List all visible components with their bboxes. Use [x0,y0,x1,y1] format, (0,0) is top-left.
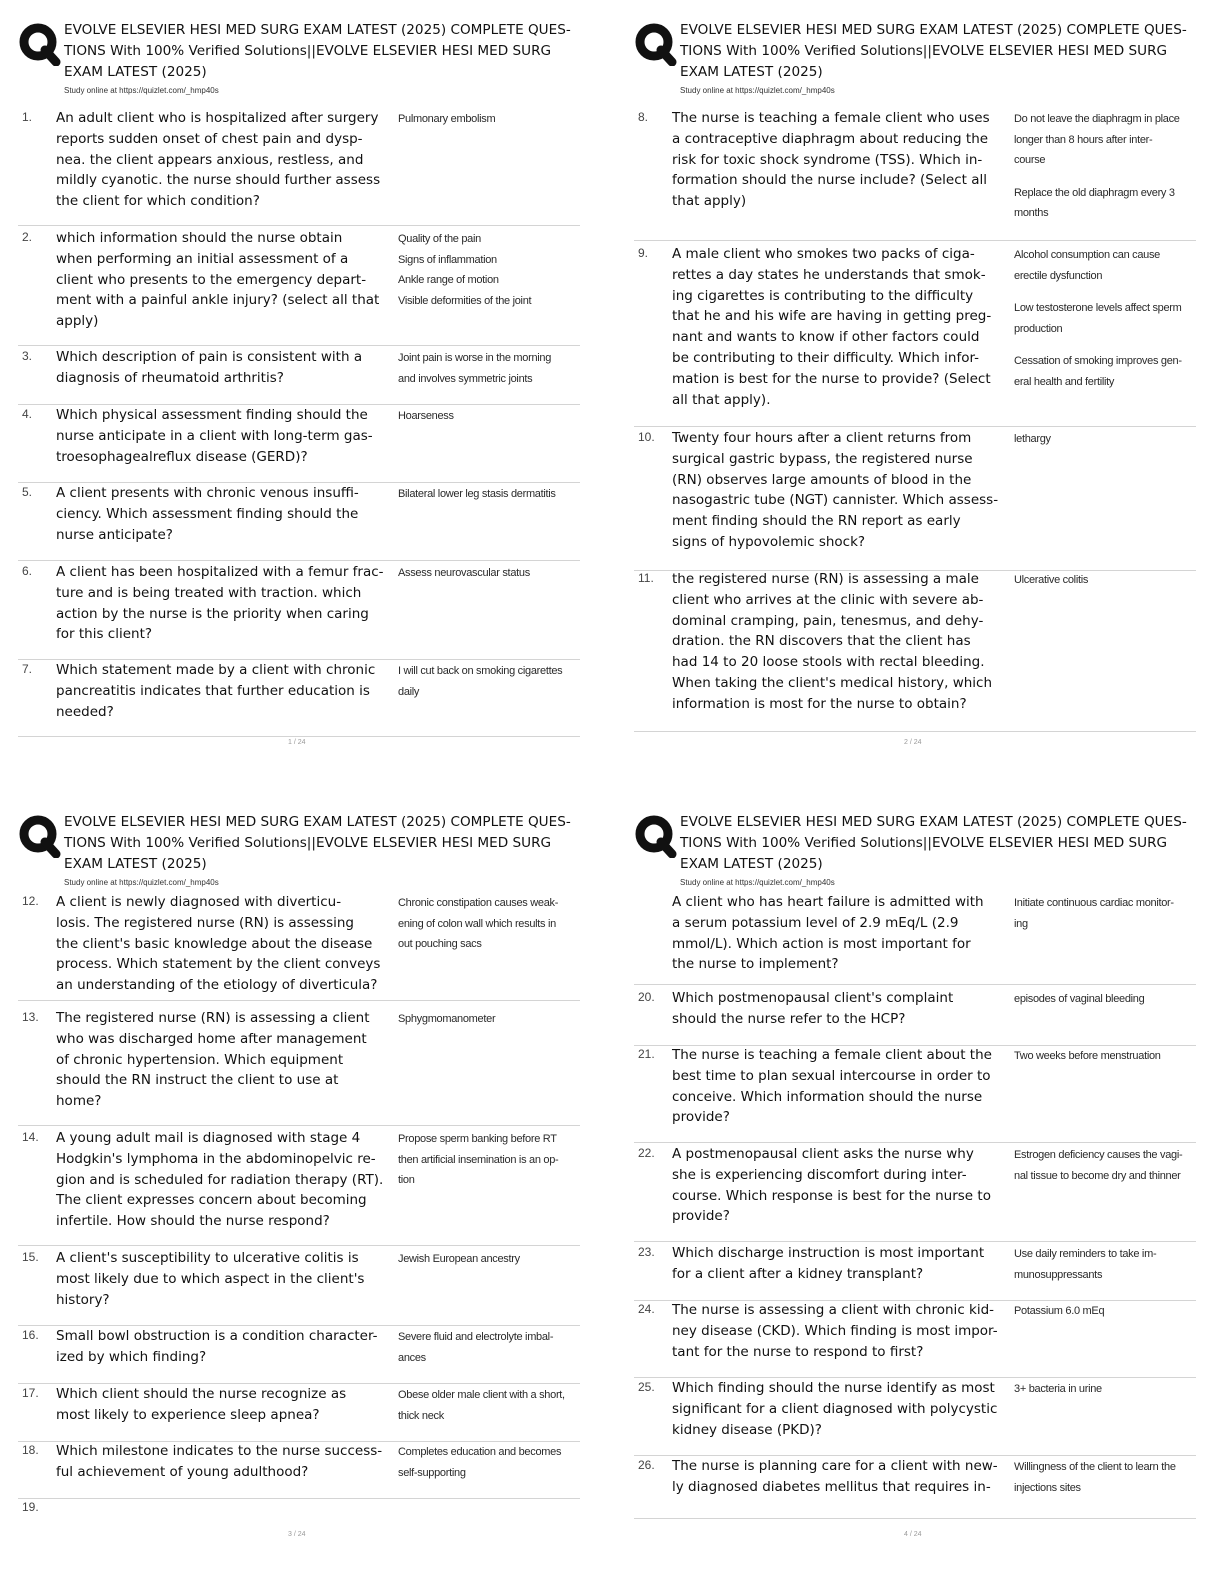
page-header [634,14,1219,98]
question-line: A client who has heart failure is admitted with [672,894,984,910]
question-number: 7. [22,662,33,676]
question-line: nurse anticipate? [56,526,173,543]
question-number: 17. [22,1386,39,1400]
question-line: who was discharged home after management [56,1030,367,1047]
answer-line: daily [398,685,420,698]
answer-line: ances [398,1351,426,1364]
answer-line: Ulcerative colitis [1014,574,1089,586]
answer-line: Completes education and becomes [398,1446,562,1458]
answer-line: Assess neurovascular status [398,567,530,579]
question-text [56,562,396,645]
answer-line: ing [1014,917,1028,930]
page-number: 4 / 24 [904,1531,922,1538]
study-online-link[interactable]: Study online at https://quizlet.com/_hmp40s [680,86,835,95]
question-line: troesophagealreflux disease (GERD)? [56,448,308,465]
page-header [634,806,1219,890]
question-text [56,483,396,545]
question-line: history? [56,1291,110,1308]
question-line: When taking the client's medical history, which [672,674,993,691]
question-text [56,108,396,212]
document-page-4 [634,806,1219,1538]
question-line: reports sudden onset of chest pain and dysp- [56,130,363,147]
qa-item [634,1047,1196,1143]
answer-text [1014,570,1192,591]
question-line: the client for which condition? [56,193,260,210]
answer-line: thick neck [398,1409,444,1422]
answer-text [398,1009,576,1030]
qa-item [18,662,580,737]
answer-text [398,348,576,389]
page-header [18,806,603,890]
question-text [672,892,1012,975]
question-line: tant for the nurse to respond to first? [672,1343,924,1360]
question-line: a contraceptive diaphragm about reducing the [672,130,989,147]
answer-line: Propose sperm banking before RT [398,1133,557,1145]
question-text [56,660,396,722]
answer-text [398,563,576,584]
question-line: ly diagnosed diabetes mellitus that requires in- [672,1478,991,1495]
question-line: Twenty four hours after a client returns from [672,430,972,446]
question-line: a serum potassium level of 2.9 mEq/L (2.9 [672,914,959,931]
question-text [672,1243,1012,1285]
qa-item [18,230,580,346]
question-number: 19. [22,1500,39,1514]
question-number: 13. [22,1010,39,1024]
answer-line: tion [398,1174,415,1187]
question-line: which information should the nurse obtain [56,230,343,246]
answer-text [1014,1301,1192,1322]
qa-item [18,485,580,561]
answer-text [398,1385,576,1426]
answer-line: Potassium 6.0 mEq [1014,1305,1105,1317]
question-number: 24. [638,1302,655,1316]
answer-line: Initiate continuous cardiac monitor- [1014,897,1174,909]
question-line: for this client? [56,626,153,643]
question-number: 5. [22,485,33,499]
question-text [672,1378,1012,1440]
qa-item [634,990,1196,1046]
question-line: be contributing to their difficulty. Which infor- [672,349,980,366]
answer-text [398,1442,576,1483]
document-page-2 [634,14,1219,746]
question-number: 1. [22,110,33,124]
question-line: A postmenopausal client asks the nurse why [672,1146,974,1162]
quizlet-logo-icon [18,814,62,858]
question-line: dominal cramping, pain, tenesmus, and dehy- [672,612,984,629]
question-line: course. Which response is best for the nurse to [672,1187,991,1204]
question-text [672,988,1012,1030]
question-number: 22. [638,1146,655,1160]
question-line: significant for a client diagnosed with polycystic [672,1400,998,1417]
question-line: (RN) observes large amounts of blood in the [672,471,972,488]
answer-text [1014,109,1192,224]
answer-line: Chronic constipation causes weak- [398,897,559,909]
answer-line: Joint pain is worse in the morning [398,352,552,364]
question-number: 23. [638,1245,655,1259]
question-number: 3. [22,349,33,363]
question-number: 15. [22,1250,39,1264]
answer-text [1014,1457,1192,1498]
question-line: A client has been hospitalized with a femur frac- [56,564,384,580]
question-text [672,1456,1012,1498]
question-line: home? [56,1093,102,1110]
question-line: Which finding should the nurse identify as most [672,1380,995,1396]
question-line: The nurse is assessing a client with chronic kid- [672,1302,995,1318]
answer-line: Alcohol consumption can cause [1014,249,1161,261]
page-number: 2 / 24 [904,739,922,746]
answer-line: production [1014,322,1063,335]
qa-item [634,246,1196,427]
question-text [56,228,396,332]
qa-item [18,1130,580,1246]
answer-line: episodes of vaginal bleeding [1014,993,1145,1005]
qa-item [18,1328,580,1384]
question-text [56,1441,396,1483]
question-line: gion and is scheduled for radiation therapy (RT). [56,1171,384,1188]
question-line: formation should the nurse include? (Select all [672,172,988,189]
question-line: she is experiencing discomfort during inter- [672,1166,967,1183]
answer-line: Use daily reminders to take im- [1014,1248,1157,1260]
answer-text [1014,893,1192,934]
question-line: Which milestone indicates to the nurse success- [56,1443,383,1459]
answer-line: munosuppressants [1014,1268,1103,1281]
study-online-link[interactable]: Study online at https://quizlet.com/_hmp40s [64,86,219,95]
answer-line: erectile dysfunction [1014,269,1103,282]
question-line: Which statement made by a client with chronic [56,662,376,678]
question-number: 4. [22,407,33,421]
question-line: ment finding should the RN report as early [672,513,961,530]
question-line: nea. the client appears anxious, restless, and [56,151,364,168]
qa-item [18,564,580,660]
qa-item [18,1250,580,1326]
question-line: The nurse is planning care for a client with new- [672,1458,998,1474]
answer-text [398,109,576,130]
answer-line: Willingness of the client to learn the [1014,1461,1176,1473]
answer-text [398,893,576,955]
question-line: ture and is being treated with traction. which [56,584,362,601]
question-number: 10. [638,430,655,444]
answer-line: Signs of inflammation [398,253,497,266]
question-line: should the nurse refer to the HCP? [672,1010,906,1027]
answer-text [1014,245,1192,393]
answer-line: Visible deformities of the joint [398,294,532,307]
question-number: 20. [638,990,655,1004]
question-line: had 14 to 20 loose stools with rectal bleeding. [672,654,985,671]
page-header [18,14,603,98]
answer-line: injections sites [1014,1481,1081,1494]
question-line: A client is newly diagnosed with diverticu- [56,894,342,910]
question-line: client who arrives at the clinic with severe ab- [672,591,984,608]
question-line: information is most for the nurse to obtain? [672,695,967,712]
question-line: apply) [56,313,99,330]
question-line: Which client should the nurse recognize as [56,1386,347,1402]
answer-line: Jewish European ancestry [398,1253,520,1265]
document-page-1 [18,14,603,746]
question-line: The nurse is teaching a female client who uses [672,110,990,126]
answer-line: Replace the old diaphragm every 3 [1014,186,1175,199]
answer-text [398,484,576,505]
question-line: ful achievement of young adulthood? [56,1463,309,1480]
question-line: provide? [672,1109,730,1126]
answer-text [1014,1145,1192,1186]
question-number: 12. [22,894,39,908]
qa-item [634,1380,1196,1456]
question-number: 11. [638,571,654,585]
qa-item [18,407,580,483]
qa-item [18,1010,580,1126]
page-number: 3 / 24 [288,1531,306,1538]
answer-line: Low testosterone levels affect sperm [1014,302,1182,315]
question-line: The registered nurse (RN) is assessing a client [56,1010,370,1026]
question-line: risk for toxic shock syndrome (TSS). Which in- [672,151,983,168]
question-line: ment with a painful ankle injury? (select all that [56,292,380,309]
qa-item [634,1146,1196,1242]
question-line: A client presents with chronic venous insuffi- [56,485,359,501]
qa-item [18,349,580,405]
answer-line: Hoarseness [398,410,454,422]
question-line: A male client who smokes two packs of ciga- [672,246,975,262]
answer-line: eral health and fertility [1014,375,1115,388]
question-line: nasogastric tube (NGT) cannister. Which assess- [672,492,999,509]
answer-line: course [1014,154,1046,167]
answer-line: Severe fluid and electrolyte imbal- [398,1331,554,1343]
question-line: The nurse is teaching a female client about the [672,1047,992,1063]
answer-line: Quality of the pain [398,233,481,245]
question-text [56,1326,396,1368]
qa-item [634,1302,1196,1378]
answer-line: I will cut back on smoking cigarettes [398,665,563,677]
question-number: 14. [22,1130,39,1144]
question-number: 18. [22,1443,39,1457]
answer-text [1014,429,1192,450]
answer-line: months [1014,207,1049,220]
question-text [672,428,1012,553]
question-line: surgical gastric bypass, the registered nurse [672,450,973,467]
question-text [672,1144,1012,1227]
question-line: most likely due to which aspect in the client's [56,1270,365,1287]
quizlet-logo-icon [634,814,678,858]
question-number: 21. [638,1047,655,1061]
question-line: that he and his wife are having in getting preg- [672,308,992,325]
question-line: all that apply). [672,391,771,408]
question-text [56,1248,396,1310]
question-line: ney disease (CKD). Which finding is most impor- [672,1322,998,1339]
answer-line: lethargy [1014,433,1051,445]
question-line: signs of hypovolemic shock? [672,533,866,550]
document-title: EVOLVE ELSEVIER HESI MED SURG EXAM LATEST (2025) COMPLETE QUES- TIONS With 100% Verified Solutions||EVOLVE ELSEVIER HESI MED SURG EXAM LATEST (2025) [64,814,571,872]
qa-item [18,894,580,1001]
question-line: best time to plan sexual intercourse in order to [672,1067,991,1084]
answer-line: Estrogen deficiency causes the vagi- [1014,1149,1183,1161]
answer-line: Bilateral lower leg stasis dermatitis [398,488,556,500]
question-line: an understanding of the etiology of diverticula? [56,977,378,994]
question-line: Which postmenopausal client's complaint [672,990,954,1006]
answer-line: then artificial insemination is an op- [398,1153,559,1166]
answer-line: Ankle range of motion [398,274,499,287]
document-title: EVOLVE ELSEVIER HESI MED SURG EXAM LATEST (2025) COMPLETE QUES- TIONS With 100% Verified Solutions||EVOLVE ELSEVIER HESI MED SURG EXAM LATEST (2025) [680,22,1187,80]
question-line: Hodgkin's lymphoma in the abdominopelvic re- [56,1150,376,1167]
qa-item [634,571,1196,732]
answer-line: nal tissue to become dry and thinner [1014,1169,1181,1182]
answer-text [398,1129,576,1191]
answer-text [1014,1244,1192,1285]
qa-item [18,110,580,226]
quizlet-logo-icon [18,22,62,66]
answer-line: Cessation of smoking improves gen- [1014,355,1182,368]
question-line: provide? [672,1208,730,1225]
question-number: 26. [638,1458,655,1472]
question-text [672,108,1012,212]
question-text [672,1045,1012,1128]
question-line: dration. the RN discovers that the client has [672,633,971,650]
answer-line: and involves symmetric joints [398,372,533,385]
question-line: of chronic hypertension. Which equipment [56,1051,344,1068]
answer-text [1014,1046,1192,1067]
question-line: the client's basic knowledge about the disease [56,935,373,952]
answer-line: Obese older male client with a short, [398,1389,565,1401]
question-number: 9. [638,246,649,260]
question-line: conceive. Which information should the nurse [672,1088,983,1105]
qa-item [18,1500,580,1530]
question-text [56,347,396,389]
question-line: mmol/L). Which action is most important for [672,935,971,952]
question-line: process. Which statement by the client conveys [56,956,381,973]
answer-line: Pulmonary embolism [398,113,496,125]
page-number: 1 / 24 [288,739,306,746]
answer-line: self-supporting [398,1466,466,1479]
answer-text [398,406,576,427]
answer-line: longer than 8 hours after inter- [1014,133,1153,146]
answer-line: Sphygmomanometer [398,1013,496,1025]
answer-text [398,1327,576,1368]
question-line: ing cigarettes is contributing to the difficulty [672,287,974,304]
document-title: EVOLVE ELSEVIER HESI MED SURG EXAM LATEST (2025) COMPLETE QUES- TIONS With 100% Verified Solutions||EVOLVE ELSEVIER HESI MED SURG EXAM LATEST (2025) [64,22,571,80]
qa-item [634,110,1196,241]
answer-line: Two weeks before menstruation [1014,1050,1161,1062]
quizlet-logo-icon [634,22,678,66]
question-line: action by the nurse is the priority when caring [56,605,369,622]
question-line: that apply) [672,193,747,210]
answer-text [1014,989,1192,1010]
question-line: Small bowl obstruction is a condition character- [56,1328,378,1344]
answer-text [1014,1379,1192,1400]
question-text [672,244,1012,410]
question-line: should the RN instruct the client to use at [56,1072,339,1089]
question-line: the nurse to implement? [672,956,839,973]
question-number: 2. [22,230,33,244]
question-line: nant and wants to know if other factors could [672,329,980,346]
question-line: rettes a day states he understands that smok- [672,266,986,283]
document-page-3 [18,806,603,1538]
question-text [672,569,1012,715]
question-line: needed? [56,703,114,720]
question-line: diagnosis of rheumatoid arthritis? [56,369,284,386]
question-number: 16. [22,1328,39,1342]
question-line: losis. The registered nurse (RN) is assessing [56,914,355,931]
question-text [56,1128,396,1232]
answer-text [398,661,576,702]
question-line: pancreatitis indicates that further education is [56,682,370,699]
answer-line: Do not leave the diaphragm in place [1014,113,1180,125]
question-text [56,405,396,467]
qa-item [18,1443,580,1499]
document-title: EVOLVE ELSEVIER HESI MED SURG EXAM LATEST (2025) COMPLETE QUES- TIONS With 100% Verified Solutions||EVOLVE ELSEVIER HESI MED SURG EXAM LATEST (2025) [680,814,1187,872]
question-number: 6. [22,564,33,578]
question-line: Which discharge instruction is most important [672,1245,985,1261]
qa-item [634,1245,1196,1301]
question-line: for a client after a kidney transplant? [672,1265,924,1282]
question-number: 8. [638,110,649,124]
question-line: most likely to experience sleep apnea? [56,1406,320,1423]
answer-text [398,1249,576,1270]
question-text [56,1384,396,1426]
question-line: The client expresses concern about becoming [56,1192,367,1209]
answer-line: 3+ bacteria in urine [1014,1383,1102,1395]
question-line: mation is best for the nurse to provide? (Select [672,370,991,387]
question-text [672,1300,1012,1362]
study-online-link[interactable]: Study online at https://quizlet.com/_hmp40s [64,878,219,887]
question-number: 25. [638,1380,655,1394]
question-line: infertile. How should the nurse respond? [56,1213,330,1230]
answer-text [398,229,576,311]
answer-line: out pouching sacs [398,938,482,951]
question-line: client who presents to the emergency depart- [56,271,367,288]
qa-item [634,1458,1196,1519]
question-line: ciency. Which assessment finding should the [56,505,359,522]
qa-item [18,1386,580,1442]
question-line: the registered nurse (RN) is assessing a male [672,571,979,587]
question-line: nurse anticipate in a client with long-term gas- [56,427,373,444]
question-line: Which description of pain is consistent with a [56,349,363,365]
question-line: A young adult mail is diagnosed with stage 4 [56,1130,361,1146]
study-online-link[interactable]: Study online at https://quizlet.com/_hmp40s [680,878,835,887]
question-text [56,892,396,996]
question-line: ized by which finding? [56,1348,207,1365]
qa-item [634,894,1196,985]
question-text [56,1008,396,1112]
question-line: kidney disease (PKD)? [672,1421,822,1438]
question-line: A client's susceptibility to ulcerative colitis is [56,1250,359,1266]
question-line: when performing an initial assessment of a [56,250,349,267]
question-line: Which physical assessment finding should the [56,407,368,423]
answer-line: ening of colon wall which results in [398,917,556,930]
question-line: mildly cyanotic. the nurse should further assess [56,172,381,189]
question-line: An adult client who is hospitalized after surgery [56,110,379,126]
qa-item [634,430,1196,571]
